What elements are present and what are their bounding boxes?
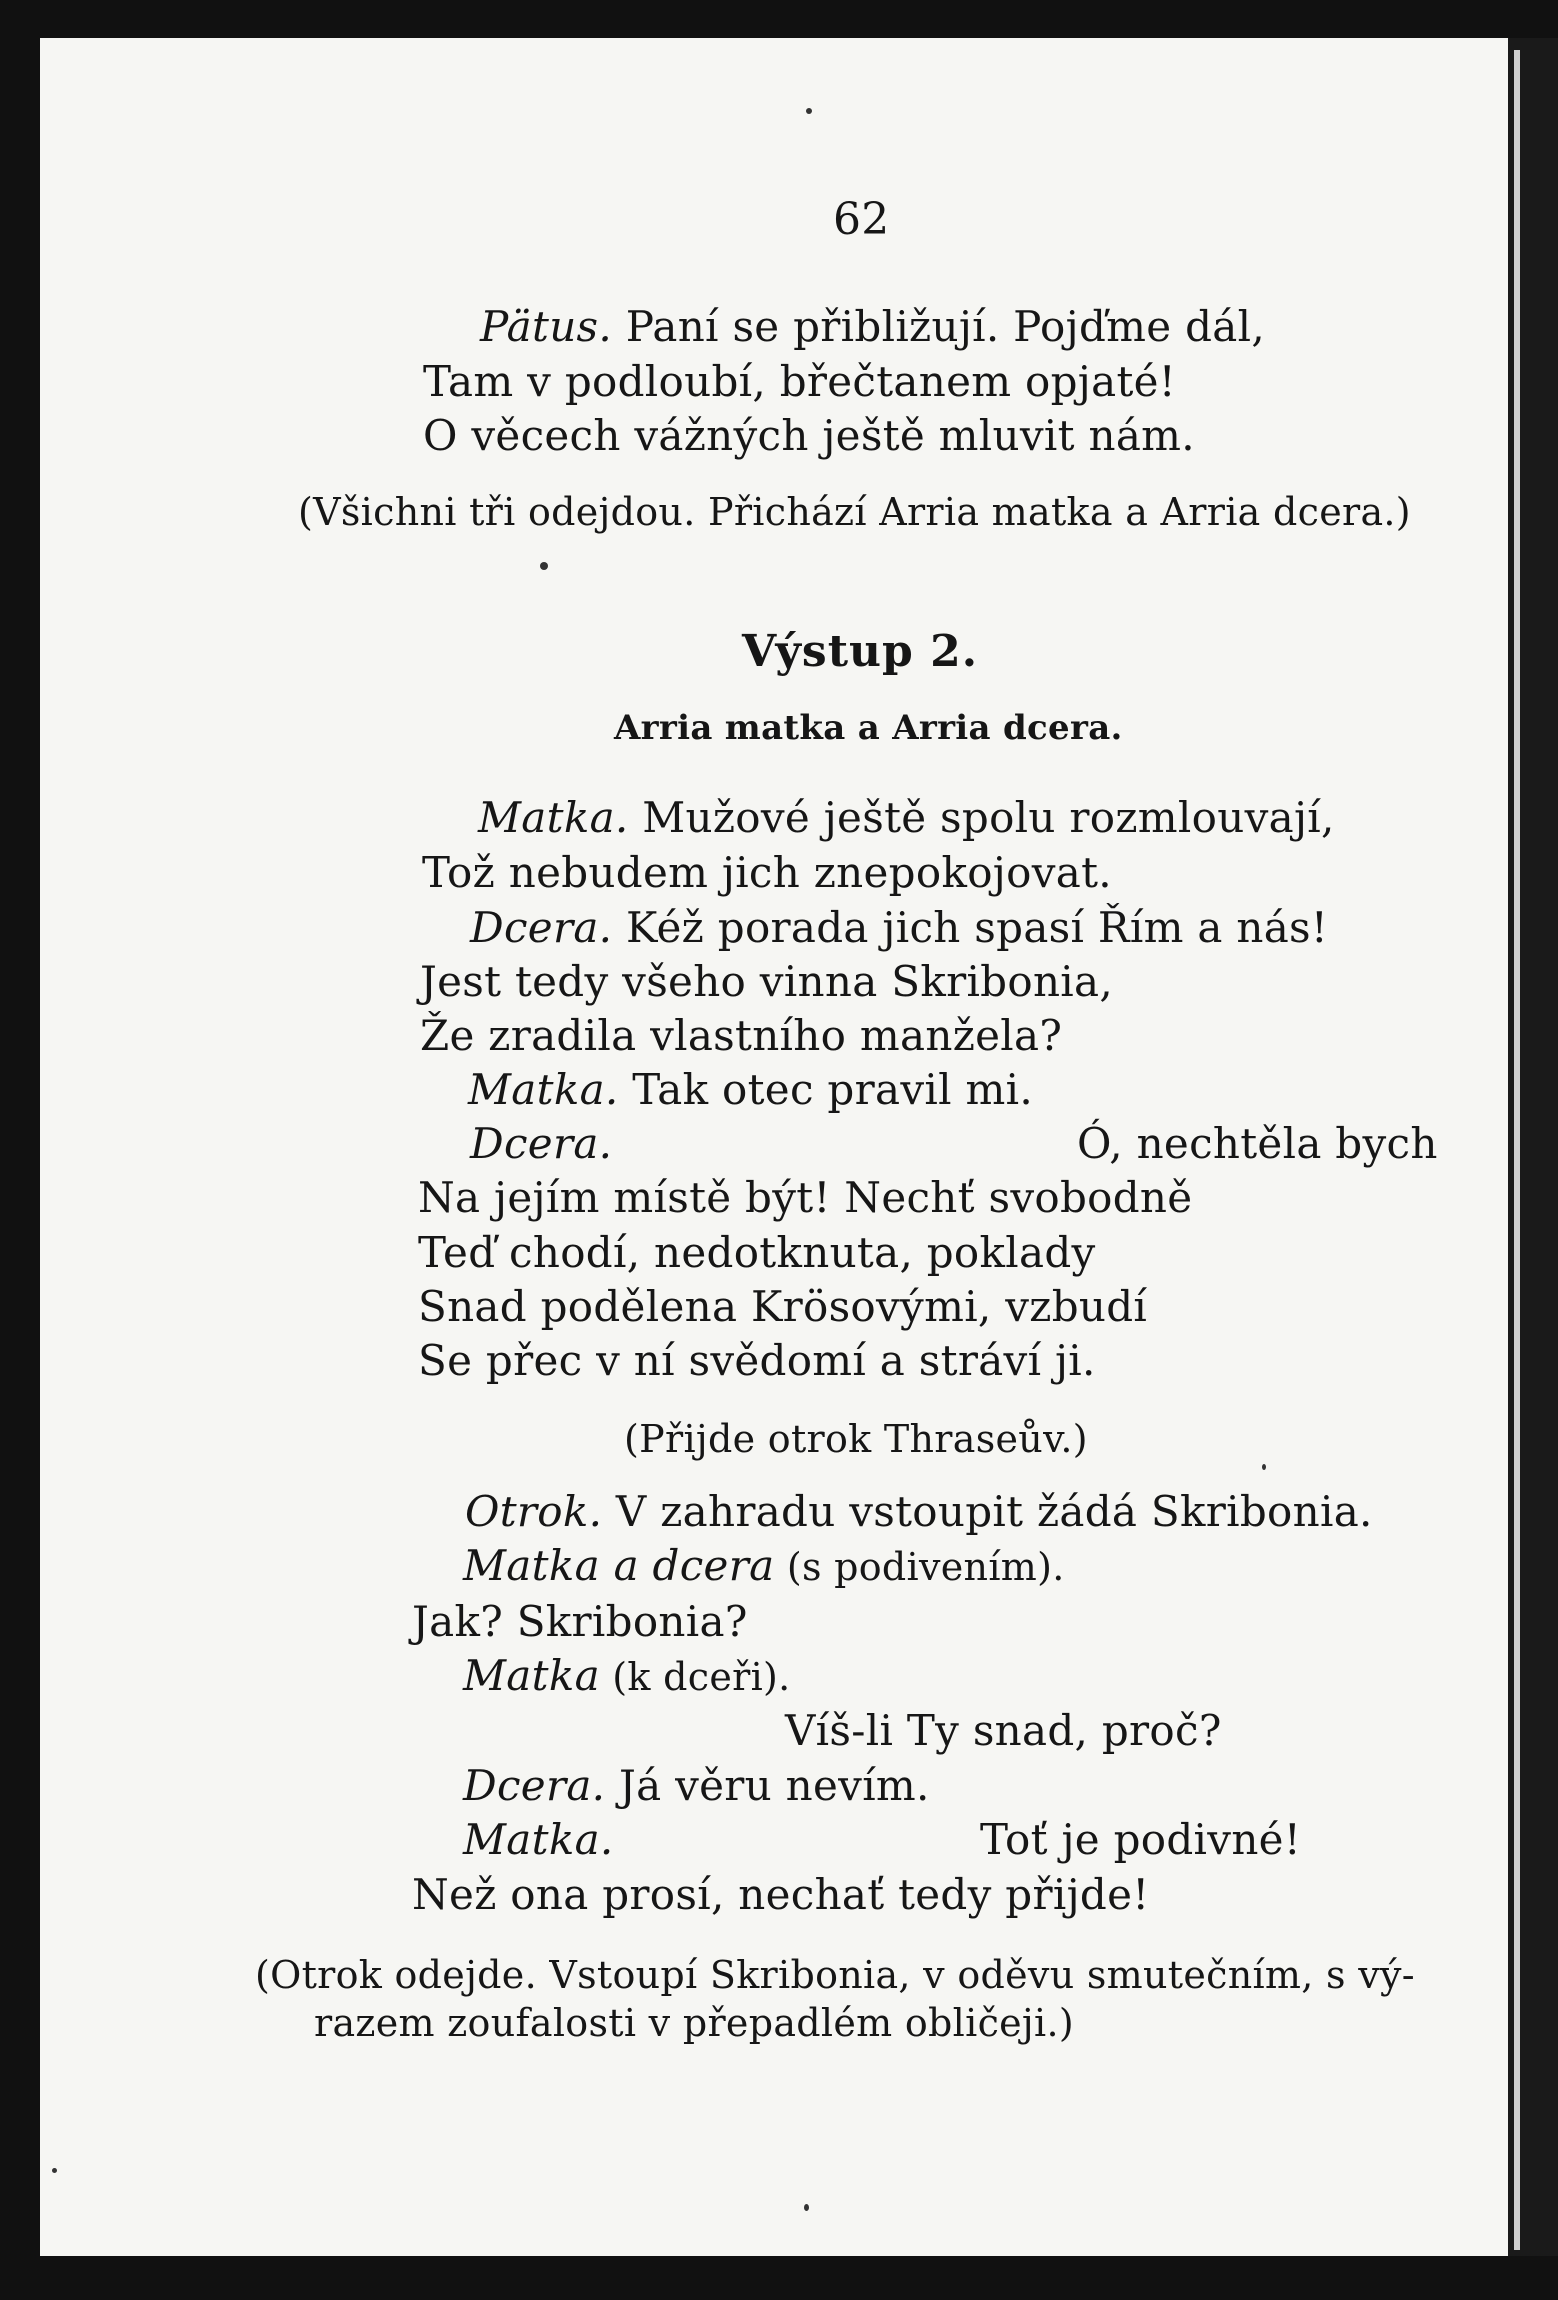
scene-characters: Arria matka a Arria dcera. [614,708,1123,748]
dialogue-line: Na jejím místě být! Nechť svobodně [418,1173,1193,1222]
dialogue-line [463,1541,1065,1592]
final-direction-line1: (Otrok odejde. Vstoupí Skribonia, v oděvu smutečním, s vý- [255,1953,1415,1997]
line-text: Mužové ještě spolu rozmlouvají, [628,793,1335,842]
scene1-line1 [480,302,1265,352]
scan-speck [806,108,812,114]
dialogue-line [463,1651,791,1702]
speaker-otrok: Otrok. [465,1487,603,1536]
stage-direction-1: (Všichni tři odejdou. Přichází Arria matka a Arria dcera.) [298,490,1411,534]
page-number: 62 [833,194,890,245]
speaker-dcera: Dcera. [470,1119,613,1168]
scan-speck [1262,1464,1266,1470]
dialogue-line [478,793,1335,843]
speaker-matka: Matka. [468,1065,619,1114]
scene1-line2: Tam v podloubí, břečtanem opjaté! [423,357,1176,406]
dialogue-line: Tož nebudem jich znepokojovat. [422,848,1112,897]
final-direction-line2: razem zoufalosti v přepadlém obličeji.) [314,2001,1074,2045]
dialogue-line [468,1065,1033,1115]
speaker-dcera: Dcera. [470,903,613,952]
scan-speck [804,2204,809,2211]
dialogue-line: Víš-li Ty snad, proč? [785,1706,1222,1755]
dialogue-line: Toť je podivné! [980,1815,1301,1864]
line-text: Kéž porada jich spasí Řím a nás! [612,903,1329,952]
dialogue-line [463,1761,930,1811]
scan-speck [540,562,548,570]
line-text: Paní se přibližují. Pojďme dál, [612,302,1265,351]
line-text: (s podivením). [774,1545,1065,1589]
line-text: Já věru nevím. [605,1761,930,1810]
dialogue-line [465,1487,1373,1537]
page-gap-strip [1514,50,1520,2250]
dialogue-line: Že zradila vlastního manžela? [420,1011,1063,1060]
dialogue-line: Jak? Skribonia? [412,1597,748,1646]
speaker-matka-a-dcera: Matka a dcera [463,1541,775,1590]
dialogue-line: Než ona prosí, nechať tedy přijde! [412,1870,1150,1919]
speaker-matka: Matka. [463,1815,614,1864]
speaker-matka: Matka [463,1651,600,1700]
stage-direction-2: (Přijde otrok Thraseův.) [624,1417,1088,1461]
line-text: V zahradu vstoupit žádá Skribonia. [602,1487,1373,1536]
dialogue-line: Se přec v ní svědomí a stráví ji. [418,1336,1096,1385]
dialogue-line [470,903,1328,953]
line-text: (k dceři). [599,1655,791,1699]
dialogue-line: Snad podělena Krösovými, vzbudí [418,1282,1148,1331]
speaker-dcera: Dcera. [463,1761,606,1810]
speaker-patus: Pätus. [480,302,613,351]
dialogue-line: Ó, nechtěla bych [1077,1119,1438,1168]
speaker-matka: Matka. [478,793,629,842]
scene1-line3: O věcech vážných ještě mluvit nám. [423,411,1195,460]
line-text: Tak otec pravil mi. [618,1065,1033,1114]
dialogue-line: Jest tedy všeho vinna Skribonia, [420,957,1114,1006]
dialogue-line: Teď chodí, nedotknuta, poklady [418,1228,1096,1277]
scan-speck [52,2168,57,2173]
scene-heading: Výstup 2. [742,626,979,677]
